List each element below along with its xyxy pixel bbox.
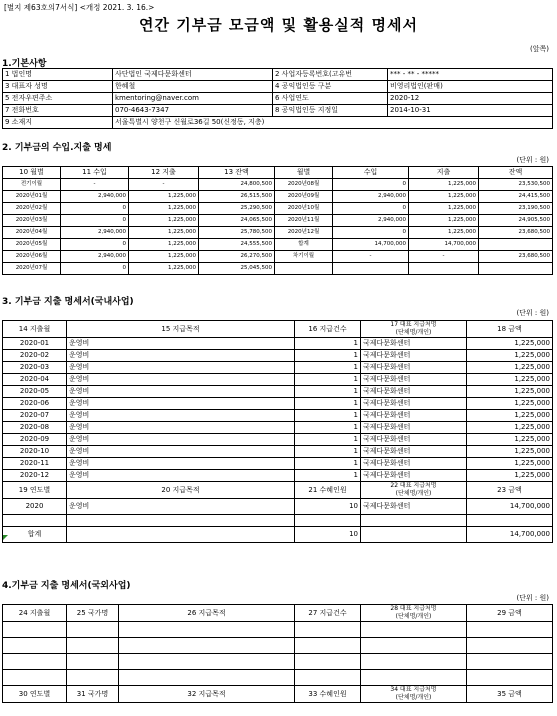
- table-cell: [361, 654, 467, 670]
- table-cell: 1: [295, 338, 361, 350]
- table-cell: 1: [295, 374, 361, 386]
- column-header: 34 대표 지급처명 (단체명/개인): [361, 686, 467, 703]
- table-cell: [67, 622, 119, 638]
- table-cell: 2020-02: [3, 350, 67, 362]
- table-cell: 1: [295, 398, 361, 410]
- table-cell: -: [61, 179, 129, 191]
- table-cell: 2020-10: [3, 446, 67, 458]
- field-value: 비영리법인(판매): [388, 81, 553, 93]
- table-cell: 2,940,000: [333, 215, 409, 227]
- field-value: kmentoring@naver.com: [113, 93, 273, 105]
- field-label: 9 소재지: [3, 117, 113, 129]
- field-label: 3 대표자 성명: [3, 81, 113, 93]
- table-cell: 1,225,000: [409, 191, 479, 203]
- field-value: 사단법인 국제다문화센터: [113, 69, 273, 81]
- table-cell: 1,225,000: [467, 470, 553, 482]
- table-cell: [3, 670, 67, 686]
- table-cell: [467, 515, 553, 527]
- table-cell: 23,680,500: [479, 227, 553, 239]
- table-cell: 국제다문화센터: [361, 422, 467, 434]
- table-cell: 전기이월: [3, 179, 61, 191]
- table-row: [3, 362, 553, 374]
- field-label: 1 법인명: [3, 69, 113, 81]
- table-cell: [67, 527, 295, 543]
- table-cell: 2020년03월: [3, 215, 61, 227]
- table-cell: 1,225,000: [409, 215, 479, 227]
- table-header-row: [3, 167, 553, 179]
- table-cell: [479, 239, 553, 251]
- table-cell: 2020-07: [3, 410, 67, 422]
- column-header: 14 지출월: [3, 321, 67, 338]
- unit-label: (단위 : 원): [516, 309, 549, 317]
- column-header: 31 국가명: [67, 686, 119, 703]
- table-cell: 1: [295, 410, 361, 422]
- table-cell: 1: [295, 434, 361, 446]
- section-domestic-expense-title: 3. 기부금 지출 명세서(국내사업): [2, 297, 134, 307]
- table-cell: 1,225,000: [467, 386, 553, 398]
- table-cell: 1,225,000: [467, 350, 553, 362]
- summary-row: [3, 499, 553, 515]
- table-cell: 국제다문화센터: [361, 410, 467, 422]
- table-cell: 1,225,000: [129, 215, 199, 227]
- table-cell: 23,190,500: [479, 203, 553, 215]
- field-value: 2014-10-31: [388, 105, 553, 117]
- table-row: [3, 422, 553, 434]
- table-row: [3, 458, 553, 470]
- table-row: [3, 69, 553, 81]
- table-cell: [467, 670, 553, 686]
- summary-header-row: [3, 686, 553, 703]
- table-cell: 차기이월: [275, 251, 333, 263]
- table-header-row: [3, 321, 553, 338]
- table-cell: 운영비: [67, 470, 295, 482]
- table-cell: 2020-12: [3, 470, 67, 482]
- table-cell: 14,700,000: [467, 499, 553, 515]
- table-row: [3, 374, 553, 386]
- column-header: 15 지급목적: [67, 321, 295, 338]
- table-cell: 1: [295, 350, 361, 362]
- table-header-row: [3, 605, 553, 622]
- table-cell: 2020년11월: [275, 215, 333, 227]
- table-cell: 1,225,000: [129, 203, 199, 215]
- field-label: 6 사업연도: [273, 93, 388, 105]
- basic-info-table: [2, 68, 553, 129]
- column-header: 10 월별: [3, 167, 61, 179]
- table-cell: 국제다문화센터: [361, 362, 467, 374]
- table-cell: [333, 263, 409, 275]
- table-row: [3, 81, 553, 93]
- table-cell: 합계: [275, 239, 333, 251]
- field-value: 070-4643-7347: [113, 105, 273, 117]
- column-header: 25 국가명: [67, 605, 119, 622]
- table-cell: 0: [61, 203, 129, 215]
- column-header: 27 지급건수: [295, 605, 361, 622]
- column-header: 23 금액: [467, 482, 553, 499]
- table-cell: [67, 654, 119, 670]
- table-cell: 2020년12월: [275, 227, 333, 239]
- column-header: 지출: [409, 167, 479, 179]
- table-cell: [119, 670, 295, 686]
- table-cell: 10: [295, 527, 361, 543]
- table-cell: 운영비: [67, 398, 295, 410]
- table-cell: 0: [61, 263, 129, 275]
- income-expense-table: [2, 166, 553, 275]
- table-cell: 0: [333, 227, 409, 239]
- table-cell: 운영비: [67, 446, 295, 458]
- table-cell: 1,225,000: [129, 251, 199, 263]
- table-cell: 1: [295, 470, 361, 482]
- table-cell: 운영비: [67, 410, 295, 422]
- table-cell: [119, 638, 295, 654]
- table-cell: [67, 515, 295, 527]
- table-cell: 운영비: [67, 350, 295, 362]
- table-cell: 2020년09월: [275, 191, 333, 203]
- column-header: 18 금액: [467, 321, 553, 338]
- table-cell: 1,225,000: [409, 227, 479, 239]
- form-number-note: [별지 제63호의7서식] <개정 2021. 3. 16.>: [4, 3, 155, 12]
- table-cell: 국제다문화센터: [361, 458, 467, 470]
- column-header: 29 금액: [467, 605, 553, 622]
- table-cell: 운영비: [67, 386, 295, 398]
- table-row: [3, 338, 553, 350]
- table-cell: 1: [295, 446, 361, 458]
- table-cell: -: [333, 251, 409, 263]
- table-row: [3, 386, 553, 398]
- table-cell: 국제다문화센터: [361, 386, 467, 398]
- unit-label: (단위 : 원): [516, 156, 549, 164]
- table-cell: 운영비: [67, 434, 295, 446]
- table-cell: 국제다문화센터: [361, 470, 467, 482]
- table-cell: 2,940,000: [61, 251, 129, 263]
- table-cell: [409, 263, 479, 275]
- table-cell: 2020-09: [3, 434, 67, 446]
- table-cell: 1,225,000: [129, 227, 199, 239]
- blank-row: [3, 622, 553, 638]
- table-cell: 1,225,000: [467, 374, 553, 386]
- column-header: 11 수입: [61, 167, 129, 179]
- table-cell: [3, 638, 67, 654]
- table-cell: 2020년04월: [3, 227, 61, 239]
- document-title: 연간 기부금 모금액 및 활용실적 명세서: [139, 16, 418, 34]
- table-cell: 10: [295, 499, 361, 515]
- table-cell: 1: [295, 458, 361, 470]
- summary-header-row: [3, 482, 553, 499]
- column-header: 17 대표 지급처명 (단체명/개인): [361, 321, 467, 338]
- table-cell: 25,045,500: [199, 263, 275, 275]
- table-cell: [3, 622, 67, 638]
- column-header: 수입: [333, 167, 409, 179]
- field-label: 2 사업자등록번호(고유번: [273, 69, 388, 81]
- table-cell: 2020-08: [3, 422, 67, 434]
- table-cell: [67, 670, 119, 686]
- table-cell: 1,225,000: [129, 239, 199, 251]
- table-cell: 2,940,000: [61, 191, 129, 203]
- table-cell: 운영비: [67, 422, 295, 434]
- field-value: 2020-12: [388, 93, 553, 105]
- table-cell: [295, 515, 361, 527]
- table-cell: [275, 263, 333, 275]
- column-header: 21 수혜인원: [295, 482, 361, 499]
- column-header: 35 금액: [467, 686, 553, 703]
- table-cell: [479, 263, 553, 275]
- table-row: [3, 227, 553, 239]
- table-cell: 1,225,000: [467, 398, 553, 410]
- table-cell: [295, 654, 361, 670]
- table-cell: 14,700,000: [467, 527, 553, 543]
- column-header: 16 지급건수: [295, 321, 361, 338]
- table-cell: 국제다문화센터: [361, 350, 467, 362]
- table-cell: 1,225,000: [129, 191, 199, 203]
- table-cell: [119, 622, 295, 638]
- table-cell: [3, 515, 67, 527]
- table-cell: 2,940,000: [61, 227, 129, 239]
- table-cell: 국제다문화센터: [361, 499, 467, 515]
- table-row: [3, 434, 553, 446]
- table-cell: [361, 638, 467, 654]
- table-cell: [361, 527, 467, 543]
- field-label: 5 전자우편주소: [3, 93, 113, 105]
- table-cell: 2020년10월: [275, 203, 333, 215]
- table-cell: 26,515,500: [199, 191, 275, 203]
- table-cell: 2020년08월: [275, 179, 333, 191]
- table-cell: 국제다문화센터: [361, 446, 467, 458]
- column-header: 20 지급목적: [67, 482, 295, 499]
- field-label: 4 공익법인등 구분: [273, 81, 388, 93]
- table-cell: 23,680,500: [479, 251, 553, 263]
- table-row: [3, 398, 553, 410]
- table-cell: 1: [295, 386, 361, 398]
- column-header: 26 지급목적: [119, 605, 295, 622]
- table-row: [3, 191, 553, 203]
- total-label: 합계: [3, 527, 67, 543]
- table-cell: -: [409, 251, 479, 263]
- column-header: 잔액: [479, 167, 553, 179]
- table-cell: 0: [61, 239, 129, 251]
- table-cell: 1: [295, 422, 361, 434]
- table-cell: 1: [295, 362, 361, 374]
- table-cell: 1,225,000: [467, 410, 553, 422]
- column-header: 19 연도별: [3, 482, 67, 499]
- column-header: 30 연도별: [3, 686, 67, 703]
- table-cell: 1,225,000: [467, 338, 553, 350]
- table-cell: 2020: [3, 499, 67, 515]
- table-cell: [119, 654, 295, 670]
- page-side-note: (앞쪽): [530, 45, 549, 53]
- blank-row: [3, 670, 553, 686]
- table-cell: [361, 622, 467, 638]
- table-cell: [361, 670, 467, 686]
- blank-row: [3, 515, 553, 527]
- field-label: 7 전화번호: [3, 105, 113, 117]
- column-header: 28 대표 지급처명 (단체명/개인): [361, 605, 467, 622]
- table-row: [3, 117, 553, 129]
- table-cell: 2020-01: [3, 338, 67, 350]
- table-cell: 국제다문화센터: [361, 338, 467, 350]
- table-cell: 국제다문화센터: [361, 374, 467, 386]
- table-row: [3, 179, 553, 191]
- blank-row: [3, 638, 553, 654]
- table-cell: 2020년06월: [3, 251, 61, 263]
- column-header: 12 지출: [129, 167, 199, 179]
- table-cell: [295, 670, 361, 686]
- table-row: [3, 251, 553, 263]
- overseas-expense-table: [2, 604, 553, 703]
- table-row: [3, 350, 553, 362]
- table-cell: 1,225,000: [467, 422, 553, 434]
- section-overseas-expense-title: 4.기부금 지출 명세서(국외사업): [2, 581, 131, 591]
- table-cell: 26,270,500: [199, 251, 275, 263]
- table-cell: 24,415,500: [479, 191, 553, 203]
- domestic-expense-table: [2, 320, 553, 543]
- table-cell: 국제다문화센터: [361, 434, 467, 446]
- unit-label: (단위 : 원): [516, 594, 549, 602]
- table-cell: [3, 654, 67, 670]
- table-cell: 25,780,500: [199, 227, 275, 239]
- table-row: [3, 470, 553, 482]
- table-row: [3, 203, 553, 215]
- table-cell: 1,225,000: [467, 362, 553, 374]
- table-cell: -: [129, 179, 199, 191]
- table-cell: 2020년02월: [3, 203, 61, 215]
- table-cell: 24,065,500: [199, 215, 275, 227]
- field-label: 8 공익법인등 지정일: [273, 105, 388, 117]
- table-cell: 2020-04: [3, 374, 67, 386]
- table-cell: 2020년07월: [3, 263, 61, 275]
- table-cell: 0: [333, 203, 409, 215]
- table-cell: 2020-06: [3, 398, 67, 410]
- table-cell: 운영비: [67, 374, 295, 386]
- blank-row: [3, 654, 553, 670]
- table-cell: [467, 638, 553, 654]
- table-row: [3, 263, 553, 275]
- field-value: *** - ** - *****: [388, 69, 553, 81]
- table-row: [3, 93, 553, 105]
- table-cell: 1,225,000: [409, 203, 479, 215]
- column-header: 32 지급목적: [119, 686, 295, 703]
- table-cell: 0: [333, 179, 409, 191]
- table-cell: 운영비: [67, 338, 295, 350]
- total-row: [3, 527, 553, 543]
- table-cell: 운영비: [67, 499, 295, 515]
- table-cell: 운영비: [67, 362, 295, 374]
- table-cell: 운영비: [67, 458, 295, 470]
- table-row: [3, 105, 553, 117]
- table-cell: [295, 622, 361, 638]
- table-row: [3, 239, 553, 251]
- section-basic-info-title: 1.기본사항: [2, 59, 47, 69]
- table-cell: 1,225,000: [467, 458, 553, 470]
- column-header: 24 지출월: [3, 605, 67, 622]
- table-cell: 2020년05월: [3, 239, 61, 251]
- table-cell: 1,225,000: [409, 179, 479, 191]
- table-row: [3, 446, 553, 458]
- field-value: 한혜철: [113, 81, 273, 93]
- column-header: 월별: [275, 167, 333, 179]
- table-cell: 2020-03: [3, 362, 67, 374]
- table-cell: 1,225,000: [467, 434, 553, 446]
- table-cell: [67, 638, 119, 654]
- table-cell: 국제다문화센터: [361, 398, 467, 410]
- column-header: 33 수혜인원: [295, 686, 361, 703]
- table-cell: 1,225,000: [129, 263, 199, 275]
- table-cell: 24,800,500: [199, 179, 275, 191]
- table-cell: 24,905,500: [479, 215, 553, 227]
- table-cell: 2020년01월: [3, 191, 61, 203]
- section-income-expense-title: 2. 기부금의 수입.지출 명세: [2, 143, 112, 153]
- column-header: 13 잔액: [199, 167, 275, 179]
- table-cell: [467, 622, 553, 638]
- table-cell: 14,700,000: [333, 239, 409, 251]
- table-cell: [467, 654, 553, 670]
- table-cell: 2020-11: [3, 458, 67, 470]
- table-cell: 1,225,000: [467, 446, 553, 458]
- table-cell: [295, 638, 361, 654]
- table-cell: 0: [61, 215, 129, 227]
- table-row: [3, 410, 553, 422]
- column-header: 22 대표 지급처명 (단체명/개인): [361, 482, 467, 499]
- table-cell: 14,700,000: [409, 239, 479, 251]
- table-cell: 25,290,500: [199, 203, 275, 215]
- table-cell: [361, 515, 467, 527]
- table-cell: 23,530,500: [479, 179, 553, 191]
- field-value: 서울특별시 양천구 신월로36길 50(신정동, 지층): [113, 117, 553, 129]
- table-row: [3, 215, 553, 227]
- table-cell: 2020-05: [3, 386, 67, 398]
- table-cell: 2,940,000: [333, 191, 409, 203]
- table-cell: 24,555,500: [199, 239, 275, 251]
- cell-marker-icon: [3, 535, 8, 540]
